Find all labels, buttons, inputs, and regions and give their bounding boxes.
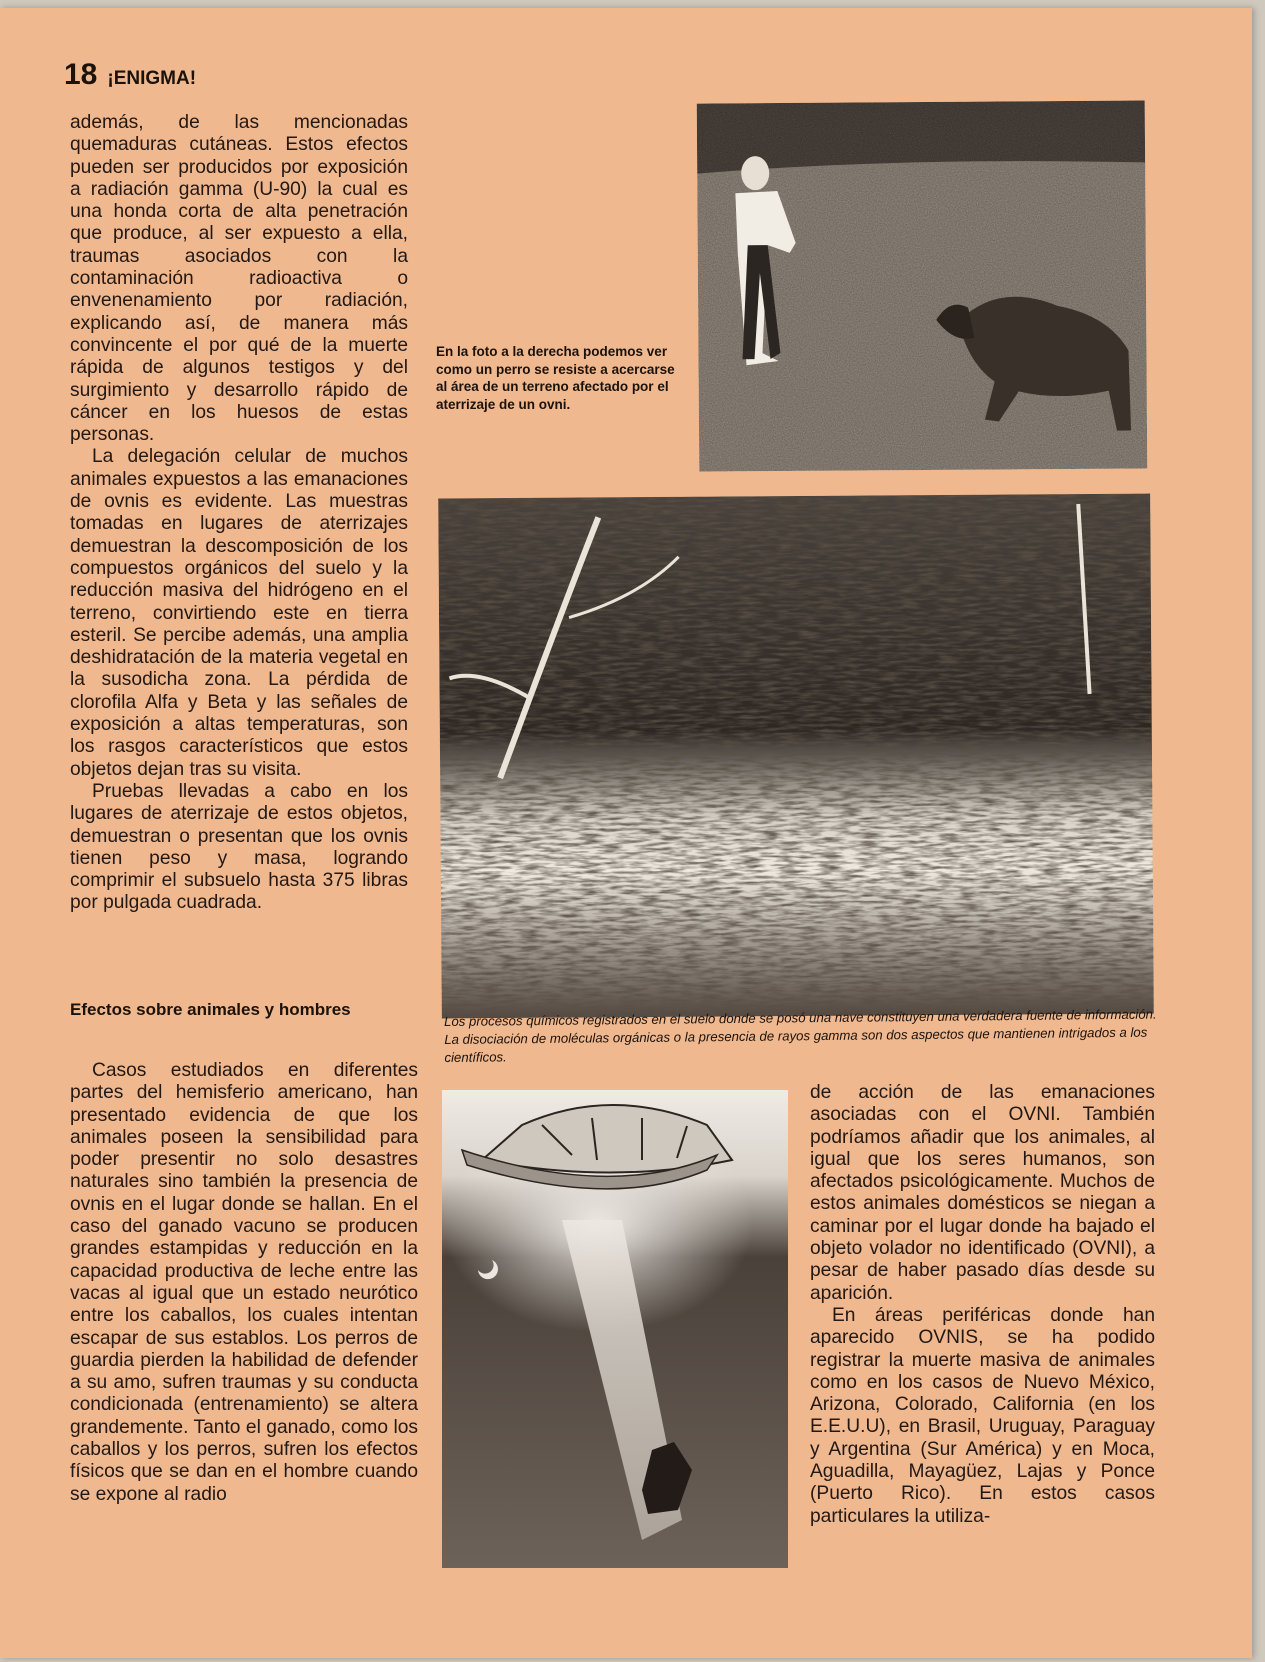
magazine-name: ¡ENIGMA! [107,68,197,89]
right-column-bottom [810,1082,1155,1528]
paragraph: además, de las mencionadas quemaduras cutáneas. Estos efectos pueden ser producidos por exposición a radiación gamma (U-90) la cual es una honda corta de alta penetración que produce, al ser expuesto a ella, traumas asociados con la contaminación radioactiva o envenenamiento por radiación, explicando así, de manera más convincente el por qué de la muerte rápida de algunos testigos y del surgimiento y desarrollo rápido de cáncer en los huesos de estas personas. [70,112,408,446]
ufo-illustration [442,1090,788,1568]
page-number: 18 [64,58,98,91]
left-column-bottom [70,1060,418,1506]
paragraph: de acción de las emanaciones asociadas con el OVNI. También podríamos añadir que los animales, al igual que los seres humanos, son afectados psicológicamente. Muchos de estos animales domésticos se niegan a caminar por el lugar donde ha bajado el objeto volador no identificado (OVNI), a pesar de haber pasado días desde su aparición. [810,1082,1155,1304]
paragraph: Pruebas llevadas a cabo en los lugares de aterrizaje de estos objetos, demuestran o presentan que los ovnis tienen peso y masa, logrando comprimir el subsuelo hasta 375 libras por pulgada cuadrada. [70,780,408,914]
page-header [64,58,196,92]
dog-photo [697,100,1148,471]
paragraph: Casos estudiados en diferentes partes del hemisferio americano, han presentado evidencia de que los animales poseen la sensibilidad para poder presentir no solo desastres naturales sino también la presencia de ovnis en el lugar donde se hallan. En el caso del ganado vacuno se producen grandes estampidas y reducción en la capacidad productiva de leche entre las vacas al igual que un estado neurótico entre los caballos, los cuales intentan escapar de sus establos. Los perros de guardia pierden la habilidad de defender a su amo, sufren traumas y su conducta condicionada (entrenamiento) se altera grandemente. Tanto el ganado, como los caballos y los perros, sufren los efectos físicos que se dan en el hombre cuando se expone al radio [70,1060,418,1505]
field-photo-caption: Los procesos químicos registrados en el suelo donde se posó una nave constituyen una verdadera fuente de información. La disociación de moléculas orgánicas o la presencia de rayos gamma son dos aspectos que mantienen intrigados a los científicos. [444,1006,1157,1065]
field-photo [438,494,1154,1019]
section-heading: Efectos sobre animales y hombres [70,1000,351,1019]
left-column-top [70,112,408,915]
magazine-page [0,8,1252,1658]
dog-photo-caption: En la foto a la derecha podemos ver como un perro se resiste a acercarse al área de un terreno afectado por el aterrizaje de un ovni. [436,344,675,412]
paragraph: En áreas periféricas donde han aparecido OVNIS, se ha podido registrar la muerte masiva de animales como en los casos de Nuevo México, Arizona, Colorado, California (en los E.E.U.U), en Brasil, Uruguay, Paraguay y Argentina (Sur América) y en Moca, Aguadilla, Mayagüez, Lajas y Ponce (Puerto Rico). En estos casos particulares la utiliza- [810,1304,1155,1527]
paragraph: La delegación celular de muchos animales expuestos a las emanaciones de ovnis es evidente. Las muestras tomadas en lugares de aterrizajes demuestran la descomposición de los compuestos orgánicos del suelo y la reducción masiva del hidrógeno en el terreno, convirtiendo este en tierra esteril. Se percibe además, una amplia deshidratación de la materia vegetal en la susodicha zona. La pérdida de clorofila Alfa y Beta y las señales de exposición a altas temperaturas, son los rasgos característicos que estos objetos dejan tras su visita. [70,446,408,780]
